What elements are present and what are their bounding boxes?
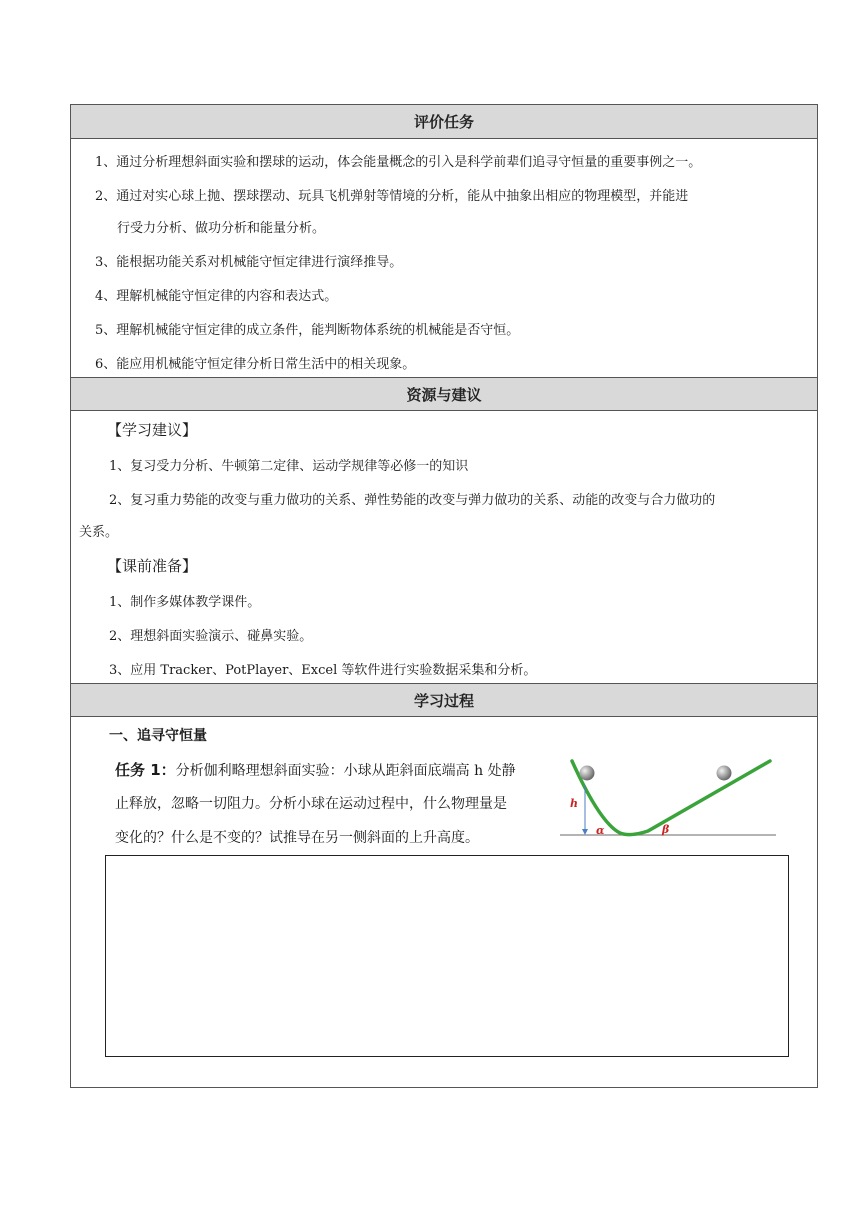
prep-item-1: 1、制作多媒体教学课件。 bbox=[109, 595, 261, 610]
part1-heading: 一、追寻守恒量 bbox=[109, 728, 207, 744]
label-alpha: α bbox=[596, 824, 605, 837]
ideal-incline-figure bbox=[558, 753, 778, 843]
task1-line-2: 止释放，忽略一切阻力。分析小球在运动过程中，什么物理量是 bbox=[115, 796, 507, 812]
task1-label: 任务 1： bbox=[115, 761, 176, 779]
ball-right bbox=[717, 766, 732, 781]
evaluation-item-3: 3、能根据功能关系对机械能守恒定律进行演绎推导。 bbox=[95, 255, 403, 270]
ball-left bbox=[580, 766, 595, 781]
task1-line-3: 变化的？什么是不变的？试推导在另一侧斜面的上升高度。 bbox=[115, 830, 479, 846]
task1-line-1 bbox=[115, 759, 516, 780]
prep-heading: 【课前准备】 bbox=[107, 557, 198, 575]
section-header-process: 学习过程 bbox=[71, 683, 817, 717]
label-beta: β bbox=[662, 823, 670, 836]
evaluation-item-5: 5、理解机械能守恒定律的成立条件，能判断物体系统的机械能是否守恒。 bbox=[95, 323, 520, 338]
section-header-resources: 资源与建议 bbox=[71, 377, 817, 411]
task1-text-1: 分析伽利略理想斜面实验：小球从距斜面底端高 h 处静 bbox=[175, 763, 516, 779]
evaluation-item-4: 4、理解机械能守恒定律的内容和表达式。 bbox=[95, 289, 338, 304]
section-header-evaluation: 评价任务 bbox=[71, 105, 817, 139]
prep-item-3: 3、应用 Tracker、PotPlayer、Excel 等软件进行实验数据采集和分析。 bbox=[109, 663, 537, 678]
height-arrow-head bbox=[582, 829, 588, 835]
label-h: h bbox=[570, 797, 578, 810]
evaluation-item-6: 6、能应用机械能守恒定律分析日常生活中的相关现象。 bbox=[95, 357, 416, 372]
advice-heading: 【学习建议】 bbox=[107, 421, 198, 439]
advice-item-2: 2、复习重力势能的改变与重力做功的关系、弹性势能的改变与弹力做功的关系、动能的改变与合力做功的 bbox=[109, 493, 716, 508]
evaluation-item-1: 1、通过分析理想斜面实验和摆球的运动，体会能量概念的引入是科学前辈们追寻守恒量的重要事例之一。 bbox=[95, 155, 702, 170]
advice-item-1: 1、复习受力分析、牛顿第二定律、运动学规律等必修一的知识 bbox=[109, 459, 469, 474]
advice-item-2-cont: 关系。 bbox=[79, 525, 119, 540]
prep-item-2: 2、理想斜面实验演示、碰鼻实验。 bbox=[109, 629, 313, 644]
answer-box[interactable] bbox=[105, 855, 789, 1057]
evaluation-item-2: 2、通过对实心球上抛、摆球摆动、玩具飞机弹射等情境的分析，能从中抽象出相应的物理模型，并能进 bbox=[95, 189, 689, 204]
evaluation-item-2-cont: 行受力分析、做功分析和能量分析。 bbox=[117, 221, 326, 236]
document-table bbox=[70, 104, 818, 1088]
